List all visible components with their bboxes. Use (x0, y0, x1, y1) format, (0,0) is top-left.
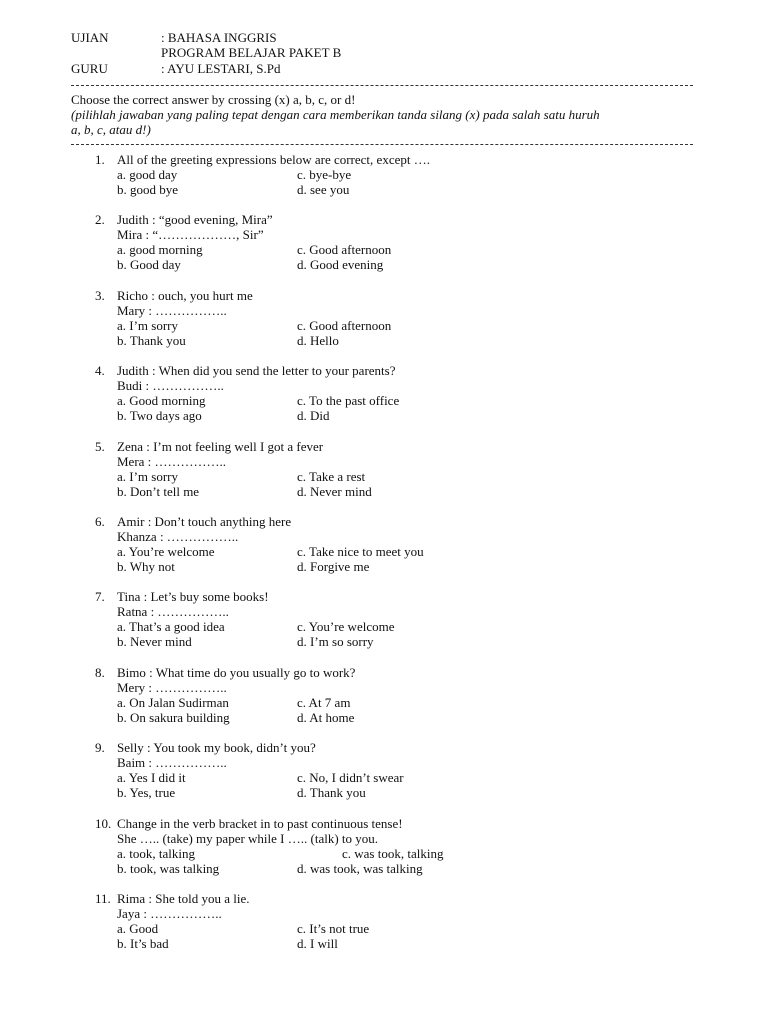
option-c[interactable]: c. bye-bye (297, 167, 352, 182)
question-number: 9. (95, 740, 105, 755)
header-key: GURU (71, 61, 108, 76)
question-number: 2. (95, 212, 105, 227)
question-number: 10. (95, 816, 112, 831)
option-a[interactable]: a. took, talking (117, 846, 195, 861)
option-b[interactable]: b. Good day (117, 257, 181, 272)
question-prompt: Bimo : What time do you usually go to work? (117, 665, 356, 680)
option-d[interactable]: d. Forgive me (297, 559, 370, 574)
option-d[interactable]: d. Did (297, 408, 330, 423)
question-number: 1. (95, 152, 105, 167)
option-c[interactable]: c. At 7 am (297, 695, 351, 710)
option-c[interactable]: c. You’re welcome (297, 619, 395, 634)
question-response: Jaya : …………….. (117, 906, 222, 921)
option-a[interactable]: a. I’m sorry (117, 318, 179, 333)
divider-bottom (71, 144, 693, 145)
option-a[interactable]: a. good day (117, 167, 178, 182)
option-b[interactable]: b. Why not (117, 559, 175, 574)
divider-top (71, 85, 693, 86)
instructions-indonesian-line1: (pilihlah jawaban yang paling tepat dengan cara memberikan tanda silang (x) pada salah satu huruh (71, 107, 600, 122)
option-d[interactable]: d. I will (297, 936, 338, 951)
option-d[interactable]: d. Good evening (297, 257, 384, 272)
question-prompt: Amir : Don’t touch anything here (117, 514, 292, 529)
question-response: She ….. (take) my paper while I ….. (talk) to you. (117, 831, 379, 846)
header-value: PROGRAM BELAJAR PAKET B (161, 45, 342, 60)
question-prompt: Richo : ouch, you hurt me (117, 288, 253, 303)
option-b[interactable]: b. Never mind (117, 634, 192, 649)
question-prompt: All of the greeting expressions below are correct, except …. (117, 152, 430, 167)
option-d[interactable]: d. Thank you (297, 785, 366, 800)
option-d[interactable]: d. I’m so sorry (297, 634, 374, 649)
option-d[interactable]: d. see you (297, 182, 350, 197)
option-c[interactable]: c. Good afternoon (297, 318, 392, 333)
option-a[interactable]: a. You’re welcome (117, 544, 215, 559)
question-prompt: Change in the verb bracket in to past continuous tense! (117, 816, 403, 831)
option-a[interactable]: a. That’s a good idea (117, 619, 225, 634)
option-d[interactable]: d. was took, was talking (297, 861, 423, 876)
question-number: 11. (95, 891, 111, 906)
question-response: Mera : …………….. (117, 454, 227, 469)
option-c[interactable]: c. was took, talking (342, 846, 444, 861)
option-d[interactable]: d. Hello (297, 333, 339, 348)
header-key: UJIAN (71, 30, 109, 45)
option-b[interactable]: b. took, was talking (117, 861, 220, 876)
instructions-indonesian-line2: a, b, c, atau d!) (71, 122, 151, 137)
question-number: 7. (95, 589, 105, 604)
option-b[interactable]: b. good bye (117, 182, 179, 197)
option-d[interactable]: d. Never mind (297, 484, 372, 499)
question-response: Mira : “………………, Sir” (117, 227, 264, 242)
option-a[interactable]: a. I’m sorry (117, 469, 179, 484)
instructions-english: Choose the correct answer by crossing (x) a, b, c, or d! (71, 92, 356, 107)
question-prompt: Judith : When did you send the letter to your parents? (117, 363, 396, 378)
instructions (71, 92, 693, 137)
option-a[interactable]: a. Good morning (117, 393, 206, 408)
question-response: Baim : …………….. (117, 755, 227, 770)
question-prompt: Tina : Let’s buy some books! (117, 589, 269, 604)
question-prompt: Judith : “good evening, Mira” (117, 212, 273, 227)
question-response: Khanza : …………….. (117, 529, 239, 544)
option-a[interactable]: a. good morning (117, 242, 203, 257)
option-c[interactable]: c. Take nice to meet you (297, 544, 424, 559)
option-a[interactable]: a. On Jalan Sudirman (117, 695, 229, 710)
option-c[interactable]: c. To the past office (297, 393, 400, 408)
question-number: 8. (95, 665, 105, 680)
question-prompt: Selly : You took my book, didn’t you? (117, 740, 316, 755)
question-number: 3. (95, 288, 105, 303)
header-value: : BAHASA INGGRIS (161, 30, 277, 45)
option-a[interactable]: a. Good (117, 921, 159, 936)
question-number: 6. (95, 514, 105, 529)
question-prompt: Rima : She told you a lie. (117, 891, 250, 906)
option-b[interactable]: b. Thank you (117, 333, 186, 348)
option-b[interactable]: b. Two days ago (117, 408, 202, 423)
option-b[interactable]: b. Yes, true (117, 785, 176, 800)
option-c[interactable]: c. Good afternoon (297, 242, 392, 257)
option-b[interactable]: b. It’s bad (117, 936, 169, 951)
option-c[interactable]: c. Take a rest (297, 469, 366, 484)
option-a[interactable]: a. Yes I did it (117, 770, 186, 785)
header-value: : AYU LESTARI, S.Pd (161, 61, 281, 76)
question-response: Mary : …………….. (117, 303, 227, 318)
option-b[interactable]: b. On sakura building (117, 710, 230, 725)
option-b[interactable]: b. Don’t tell me (117, 484, 200, 499)
question-response: Ratna : …………….. (117, 604, 229, 619)
question-number: 4. (95, 363, 105, 378)
option-d[interactable]: d. At home (297, 710, 355, 725)
option-c[interactable]: c. It’s not true (297, 921, 370, 936)
question-response: Mery : …………….. (117, 680, 227, 695)
question-response: Budi : …………….. (117, 378, 224, 393)
question-prompt: Zena : I’m not feeling well I got a fever (117, 439, 324, 454)
question-number: 5. (95, 439, 105, 454)
option-c[interactable]: c. No, I didn’t swear (297, 770, 404, 785)
